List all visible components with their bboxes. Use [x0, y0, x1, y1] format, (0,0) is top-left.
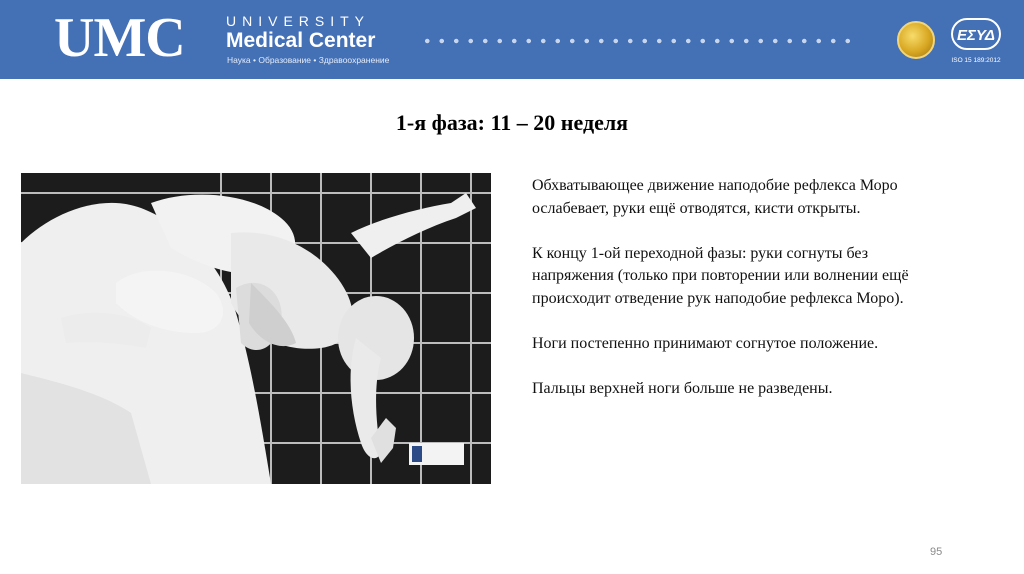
decorative-dots — [420, 37, 850, 45]
page-number: 95 — [930, 546, 943, 558]
infant-photo-icon — [21, 173, 491, 484]
iso-text: ISO 15 189:2012 — [951, 57, 1001, 64]
slide-title: 1-я фаза: 11 – 20 неделя — [395, 110, 629, 135]
slide-body-text — [532, 175, 912, 423]
paragraph-legs: Ноги постепенно принимают согнутое положение. — [532, 334, 879, 352]
paragraph-toes: Пальцы верхней ноги больше не разведены. — [532, 379, 833, 397]
logo-medical-center-text: Medical Center — [226, 29, 376, 52]
esyd-logo-icon — [948, 16, 1004, 74]
esyd-logo-text: ΕΣΥΔ — [957, 27, 995, 44]
gold-seal-icon — [897, 21, 935, 59]
paragraph-end-of-phase: К концу 1-ой переходной фазы: руки согнуты без напряжения (только при повторении или волнении ещё происходит отведение рук наподобие рефлекса Моро). — [532, 244, 909, 307]
umc-logo: UMC — [54, 7, 185, 69]
logo-university-text: UNIVERSITY — [226, 13, 371, 29]
logo-tagline: Наука • Образование • Здравоохранение — [227, 55, 390, 65]
header-banner — [0, 0, 1024, 79]
paragraph-moro-reflex: Обхватывающее движение наподобие рефлекса Моро ослабевает, руки ещё отводятся, кисти открыты. — [532, 177, 898, 217]
